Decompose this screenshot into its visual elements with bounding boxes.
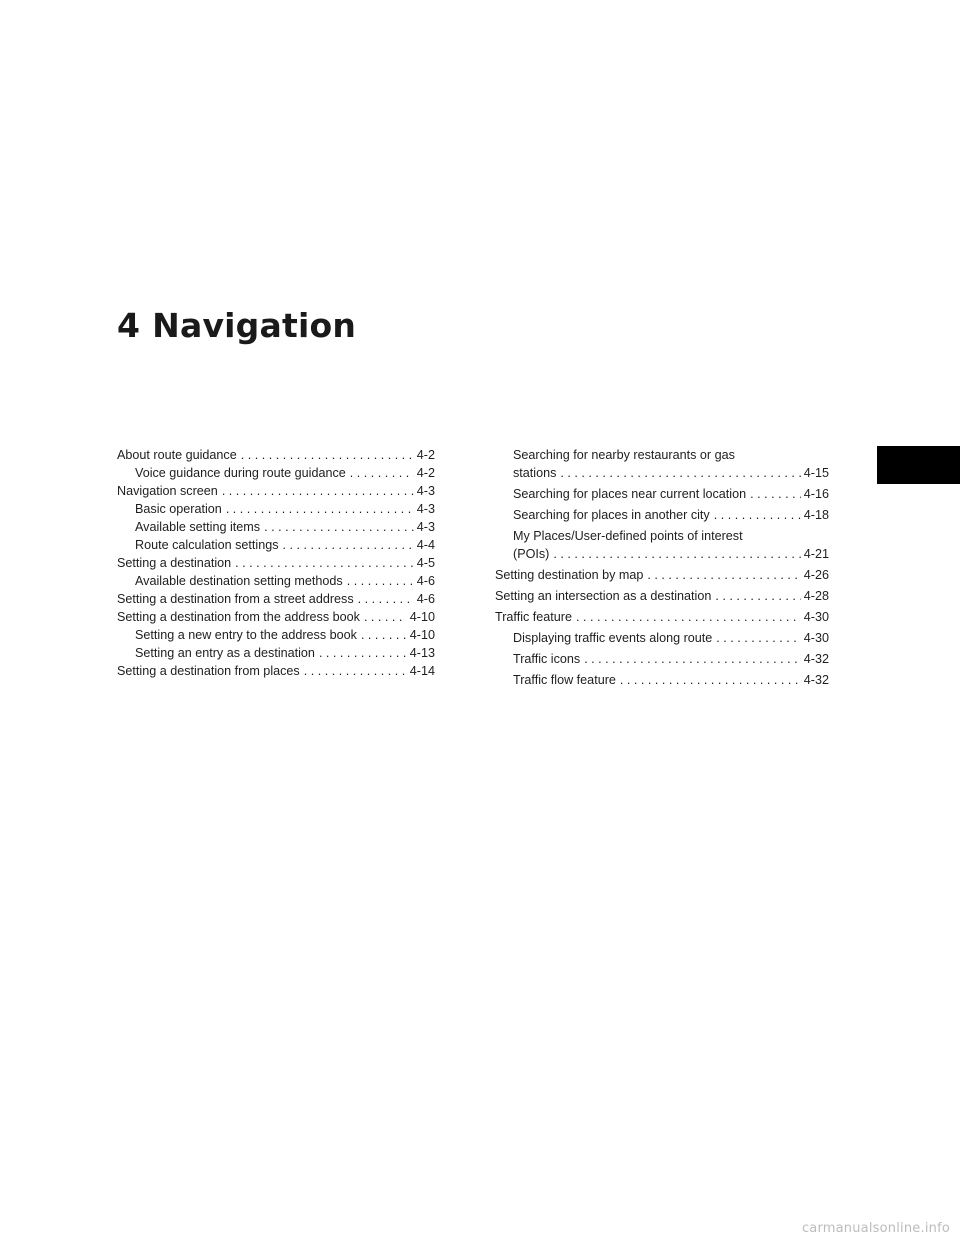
toc-entry-title: Route calculation settings bbox=[135, 538, 279, 552]
toc-entry-title: Available destination setting methods bbox=[135, 574, 343, 588]
toc-entry-title: Navigation screen bbox=[117, 484, 218, 498]
toc-entry-title: Setting a destination from places bbox=[117, 664, 300, 678]
toc-entry[interactable] bbox=[495, 671, 829, 689]
dot-leader bbox=[283, 536, 414, 554]
dot-leader bbox=[347, 572, 414, 590]
toc-entry-title: Setting an entry as a destination bbox=[135, 646, 315, 660]
toc-entry-title-line1: Searching for nearby restaurants or gas bbox=[513, 448, 735, 462]
toc-right-column bbox=[495, 446, 829, 689]
toc-entry-page: 4-5 bbox=[416, 556, 435, 570]
toc-entry-page: 4-32 bbox=[803, 652, 829, 666]
dot-leader bbox=[304, 662, 407, 680]
toc-entry[interactable] bbox=[117, 644, 435, 662]
dot-leader bbox=[358, 590, 414, 608]
dot-leader bbox=[222, 482, 414, 500]
toc-entry-page: 4-26 bbox=[803, 568, 829, 582]
toc-entry-title: (POIs) bbox=[513, 547, 550, 561]
dot-leader bbox=[361, 626, 407, 644]
chapter-number: 4 bbox=[117, 306, 141, 345]
dot-leader bbox=[350, 464, 414, 482]
toc-entry-title: Traffic feature bbox=[495, 610, 572, 624]
toc-entry[interactable] bbox=[117, 662, 435, 680]
toc-entry-page: 4-10 bbox=[409, 628, 435, 642]
toc-entry-page: 4-18 bbox=[803, 508, 829, 522]
toc-entry-page: 4-30 bbox=[803, 610, 829, 624]
watermark-logo: carmanualsonline.info bbox=[801, 1221, 950, 1236]
toc-entry-title: Searching for places near current location bbox=[513, 487, 747, 501]
dot-leader bbox=[264, 518, 414, 536]
toc-entry[interactable] bbox=[117, 536, 435, 554]
chapter-title-text: Navigation bbox=[152, 306, 357, 345]
dot-leader bbox=[364, 608, 407, 626]
toc-entry-title: Setting a destination from a street address bbox=[117, 592, 354, 606]
toc-entry-title: stations bbox=[513, 466, 557, 480]
toc-entry[interactable] bbox=[117, 572, 435, 590]
toc-entry[interactable] bbox=[117, 500, 435, 518]
toc-entry-page: 4-14 bbox=[409, 664, 435, 678]
toc-entry-page: 4-6 bbox=[416, 592, 435, 606]
toc-entry-page: 4-15 bbox=[803, 466, 829, 480]
dot-leader bbox=[560, 464, 800, 482]
toc-entry-title: Setting destination by map bbox=[495, 568, 644, 582]
toc-left-column bbox=[117, 446, 435, 680]
toc-entry[interactable] bbox=[495, 506, 829, 524]
toc-entry[interactable] bbox=[117, 626, 435, 644]
toc-entry-page: 4-2 bbox=[416, 448, 435, 462]
dot-leader bbox=[584, 650, 801, 668]
toc-entry-page: 4-3 bbox=[416, 502, 435, 516]
toc-entry-page: 4-28 bbox=[803, 589, 829, 603]
toc-entry[interactable] bbox=[117, 554, 435, 572]
toc-entry-page: 4-6 bbox=[416, 574, 435, 588]
dot-leader bbox=[620, 671, 801, 689]
toc-entry-title: Voice guidance during route guidance bbox=[135, 466, 346, 480]
toc-entry-title: Displaying traffic events along route bbox=[513, 631, 713, 645]
toc-entry[interactable] bbox=[117, 464, 435, 482]
chapter-thumb-tab bbox=[877, 446, 960, 484]
toc-entry-title: Setting a new entry to the address book bbox=[135, 628, 357, 642]
toc-entry-title-line1: My Places/User-defined points of interest bbox=[513, 529, 743, 543]
toc-entry[interactable] bbox=[495, 566, 829, 584]
toc-entry-title: Traffic icons bbox=[513, 652, 581, 666]
toc-entry[interactable] bbox=[495, 629, 829, 647]
toc-entry[interactable] bbox=[117, 482, 435, 500]
chapter-title bbox=[117, 306, 356, 345]
dot-leader bbox=[235, 554, 414, 572]
dot-leader bbox=[716, 629, 801, 647]
toc-entry[interactable] bbox=[495, 608, 829, 626]
toc-entry[interactable] bbox=[117, 446, 435, 464]
dot-leader bbox=[553, 545, 800, 563]
dot-leader bbox=[647, 566, 800, 584]
toc-entry-title: Setting a destination from the address book bbox=[117, 610, 360, 624]
dot-leader bbox=[226, 500, 414, 518]
toc-entry-title: Setting a destination bbox=[117, 556, 232, 570]
toc-entry-page: 4-32 bbox=[803, 673, 829, 687]
toc-entry-page: 4-30 bbox=[803, 631, 829, 645]
toc-entry[interactable] bbox=[117, 608, 435, 626]
dot-leader bbox=[750, 485, 801, 503]
toc-entry-title: Searching for places in another city bbox=[513, 508, 710, 522]
toc-entry[interactable] bbox=[495, 587, 829, 605]
toc-entry-title: Setting an intersection as a destination bbox=[495, 589, 712, 603]
dot-leader bbox=[714, 506, 801, 524]
dot-leader bbox=[715, 587, 800, 605]
toc-entry-title: About route guidance bbox=[117, 448, 237, 462]
toc-entry-page: 4-3 bbox=[416, 520, 435, 534]
toc-entry-page: 4-4 bbox=[416, 538, 435, 552]
toc-entry[interactable] bbox=[117, 518, 435, 536]
toc-entry[interactable] bbox=[495, 446, 829, 482]
toc-entry[interactable] bbox=[495, 650, 829, 668]
toc-entry-page: 4-21 bbox=[803, 547, 829, 561]
toc-entry-page: 4-13 bbox=[409, 646, 435, 660]
dot-leader bbox=[241, 446, 414, 464]
toc-entry-title: Basic operation bbox=[135, 502, 222, 516]
toc-entry-title: Traffic flow feature bbox=[513, 673, 616, 687]
toc-entry-page: 4-16 bbox=[803, 487, 829, 501]
toc-entry-page: 4-10 bbox=[409, 610, 435, 624]
toc-entry-page: 4-2 bbox=[416, 466, 435, 480]
dot-leader bbox=[576, 608, 801, 626]
toc-entry[interactable] bbox=[495, 527, 829, 563]
toc-entry-title: Available setting items bbox=[135, 520, 261, 534]
toc-entry-page: 4-3 bbox=[416, 484, 435, 498]
toc-entry[interactable] bbox=[495, 485, 829, 503]
toc-entry[interactable] bbox=[117, 590, 435, 608]
dot-leader bbox=[319, 644, 407, 662]
